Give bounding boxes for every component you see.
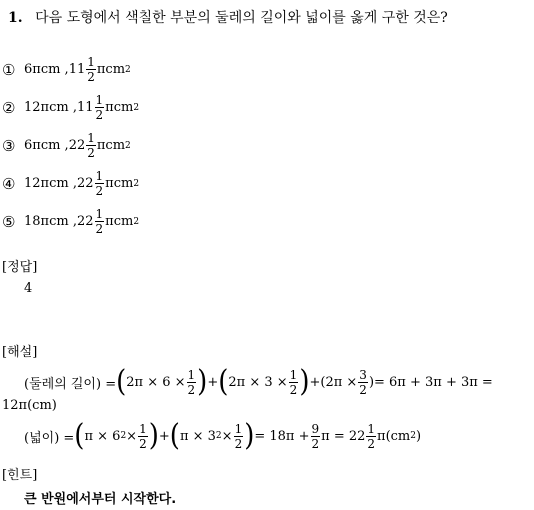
- times-sign: ×: [126, 428, 138, 444]
- explanation-label: [해설]: [2, 345, 38, 360]
- fraction-half: $\frac{1}{2}$: [289, 367, 298, 397]
- times-sign: ×: [221, 428, 233, 444]
- hint-text: 큰 반원에서부터 시작한다.: [24, 492, 177, 507]
- option-3[interactable]: [2, 131, 131, 160]
- explanation-line-perimeter-cont: 12π(cm): [2, 398, 57, 413]
- option-area-fraction: $\frac{1}{2}$: [95, 93, 104, 122]
- option-perimeter: 12πcm ,: [24, 176, 77, 191]
- area-term-1: π × 6: [84, 428, 121, 444]
- plus-sign: +: [158, 428, 170, 444]
- fraction-nine-halves: $\frac{9}{2}$: [311, 421, 320, 451]
- option-area-whole: 11: [76, 100, 94, 115]
- option-area-unit: πcm: [96, 138, 126, 153]
- explanation-line-perimeter: [24, 364, 493, 400]
- option-area-fraction: $\frac{1}{2}$: [87, 55, 95, 84]
- option-area-whole: 11: [68, 62, 86, 77]
- area-pi: π = 22: [321, 428, 366, 444]
- option-area-whole: 22: [76, 176, 94, 191]
- close-paren: ): [197, 364, 208, 400]
- plus-sign: +: [207, 374, 219, 390]
- open-paren: (: [74, 418, 85, 454]
- option-area-fraction: $\frac{1}{2}$: [95, 207, 104, 236]
- option-1[interactable]: [2, 55, 131, 84]
- option-area-fraction: $\frac{1}{2}$: [87, 131, 95, 160]
- option-area-exponent: 2: [133, 102, 140, 113]
- option-area-fraction: $\frac{1}{2}$: [95, 169, 104, 198]
- option-number: ③: [2, 136, 16, 155]
- hint-label: [힌트]: [2, 468, 38, 483]
- option-perimeter: 6πcm ,: [24, 62, 69, 77]
- fraction-half: $\frac{1}{2}$: [234, 421, 243, 451]
- option-perimeter: 18πcm ,: [24, 214, 77, 229]
- perimeter-term-3: (2π ×: [320, 374, 358, 390]
- option-number: ①: [2, 60, 16, 79]
- exponent: 2: [120, 431, 127, 441]
- question: [8, 7, 448, 27]
- fraction-three-halves: $\frac{3}{2}$: [359, 367, 367, 397]
- perimeter-term-1: 2π × 6 ×: [126, 374, 186, 390]
- plus-sign: +: [309, 374, 321, 390]
- option-area-exponent: 2: [133, 216, 140, 227]
- option-area-unit: πcm: [96, 62, 126, 77]
- area-unit-close: ): [416, 428, 422, 444]
- option-area-exponent: 2: [125, 64, 131, 75]
- exponent: 2: [215, 431, 222, 441]
- option-5[interactable]: [2, 207, 139, 236]
- open-paren: (: [218, 364, 229, 400]
- option-number: ④: [2, 174, 16, 193]
- option-area-exponent: 2: [125, 140, 131, 151]
- option-2[interactable]: [2, 93, 139, 122]
- open-paren: (: [116, 364, 127, 400]
- area-prefix: (넓이) =: [24, 430, 75, 446]
- area-equals: = 18π +: [254, 428, 310, 444]
- explanation-line-area: [24, 418, 421, 454]
- option-number: ②: [2, 98, 16, 117]
- close-paren: ): [299, 364, 310, 400]
- option-area-whole: 22: [76, 214, 94, 229]
- option-perimeter: 12πcm ,: [24, 100, 77, 115]
- question-text: 다음 도형에서 색칠한 부분의 둘레의 길이와 넓이를 옳게 구한 것은?: [35, 10, 448, 26]
- close-paren: ): [244, 418, 255, 454]
- option-area-whole: 22: [68, 138, 86, 153]
- open-paren: (: [169, 418, 180, 454]
- perimeter-result: = 6π + 3π + 3π =: [374, 374, 493, 390]
- option-area-unit: πcm: [105, 176, 134, 191]
- exponent: 2: [410, 431, 416, 441]
- fraction-half: $\frac{1}{2}$: [367, 421, 376, 451]
- perimeter-prefix: (둘레의 길이) =: [24, 376, 117, 392]
- answer-label: [정답]: [2, 260, 38, 275]
- option-area-exponent: 2: [133, 178, 140, 189]
- perimeter-term-2: 2π × 3 ×: [228, 374, 288, 390]
- close-paren: ): [148, 418, 159, 454]
- option-number: ⑤: [2, 212, 16, 231]
- question-number: 1.: [8, 10, 23, 26]
- option-4[interactable]: [2, 169, 139, 198]
- perimeter-term-3-close: ): [368, 374, 375, 390]
- area-term-2: π × 3: [179, 428, 216, 444]
- option-area-unit: πcm: [105, 100, 134, 115]
- option-area-unit: πcm: [105, 214, 134, 229]
- answer-value: 4: [24, 281, 33, 296]
- fraction-half: $\frac{1}{2}$: [139, 421, 147, 451]
- option-perimeter: 6πcm ,: [24, 138, 69, 153]
- area-unit: π(cm: [377, 428, 411, 444]
- fraction-half: $\frac{1}{2}$: [187, 367, 196, 397]
